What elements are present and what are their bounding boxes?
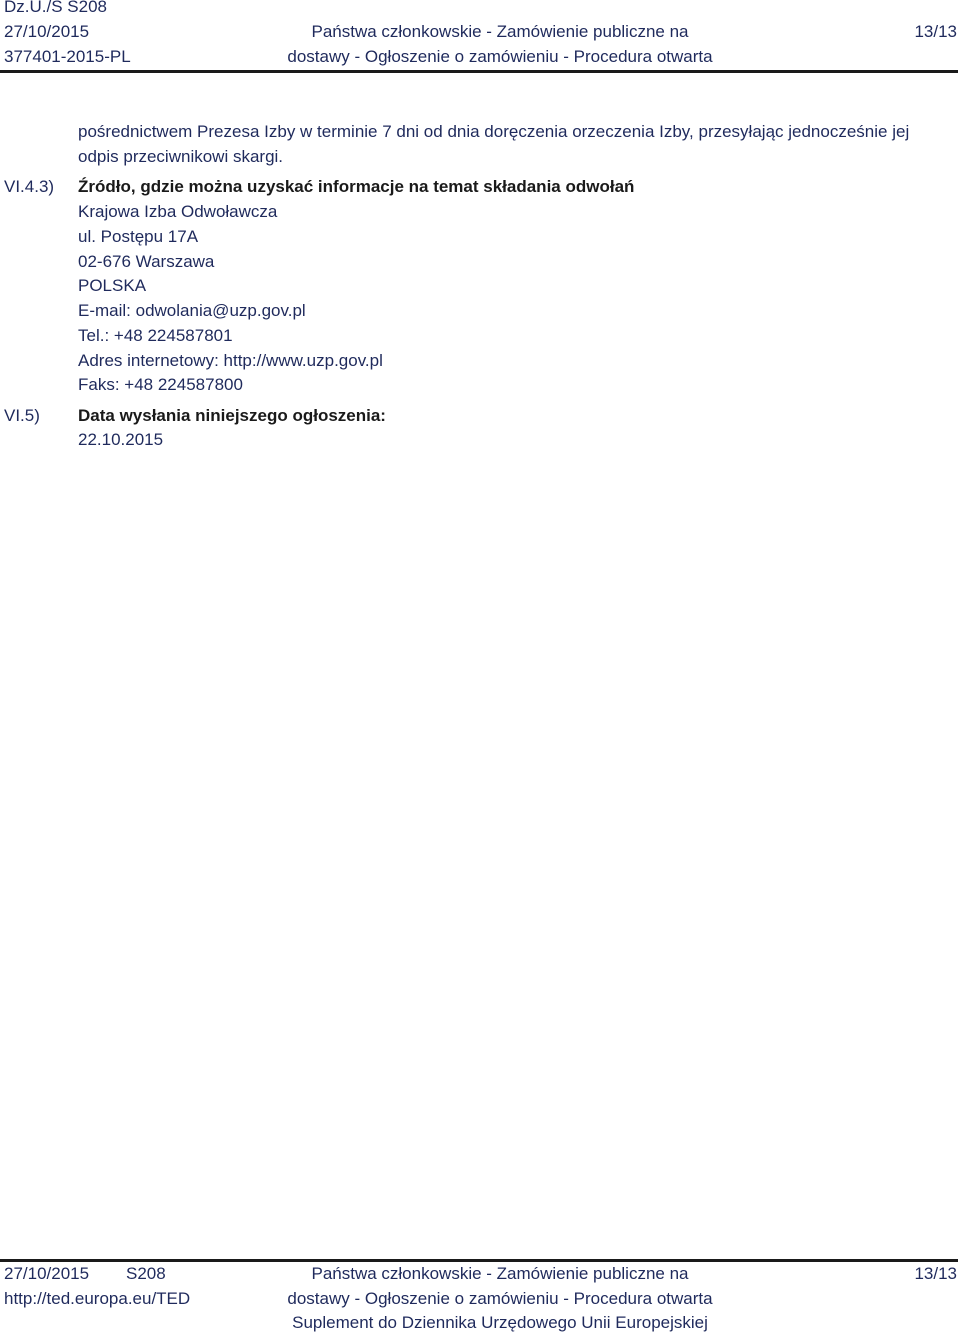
footer-title-line2: dostawy - Ogłoszenie o zamówieniu - Procedura otwarta — [287, 1289, 713, 1308]
org-street: ul. Postępu 17A — [78, 227, 199, 246]
fax-label: Faks: — [78, 375, 125, 394]
footer-supplement: S208 — [126, 1264, 166, 1283]
web-label: Adres internetowy: — [78, 351, 224, 370]
continuation-line1: pośrednictwem Prezesa Izby w terminie 7 dni od dnia doręczenia orzeczenia Izby, przesyłając jednocześnie jej — [78, 122, 910, 141]
email-row — [78, 299, 306, 324]
section-number-vi-4-3: VI.4.3) — [4, 177, 55, 196]
tel-value: +48 224587801 — [113, 326, 233, 345]
org-country: POLSKA — [78, 276, 147, 295]
footer-url[interactable]: http://ted.europa.eu/TED — [4, 1289, 191, 1308]
header-date: 27/10/2015 — [4, 22, 90, 41]
dispatch-date: 22.10.2015 — [78, 430, 164, 449]
email-label: E-mail: — [78, 301, 136, 320]
header-title-line2: dostawy - Ogłoszenie o zamówieniu - Procedura otwarta — [287, 47, 713, 66]
header-page-number: 13/13 — [914, 22, 957, 41]
org-postcode-city: 02-676 Warszawa — [78, 252, 215, 271]
header-notice-id: 377401-2015-PL — [4, 47, 131, 66]
footer-date: 27/10/2015 — [4, 1264, 90, 1283]
footer-page-number: 13/13 — [914, 1264, 957, 1283]
tel-label: Tel.: — [78, 326, 114, 345]
section-heading-dispatch-date: Data wysłania niniejszego ogłoszenia: — [78, 406, 386, 425]
section-heading-review-info: Źródło, gdzie można uzyskać informacje na temat składania odwołań — [78, 177, 635, 196]
continuation-line2: odpis przeciwnikowi skargi. — [78, 147, 284, 166]
footer-rule — [0, 1259, 958, 1262]
footer-title-line1: Państwa członkowskie - Zamówienie publiczne na — [311, 1264, 689, 1283]
email-link[interactable]: odwolania@uzp.gov.pl — [135, 301, 306, 320]
fax-value: +48 224587800 — [124, 375, 243, 394]
tel-row — [78, 324, 233, 349]
header-rule — [0, 70, 958, 73]
header-journal: Dz.U./S S208 — [4, 0, 107, 16]
web-link[interactable]: http://www.uzp.gov.pl — [223, 351, 383, 370]
org-name: Krajowa Izba Odwoławcza — [78, 202, 278, 221]
header-title-line1: Państwa członkowskie - Zamówienie publiczne na — [311, 22, 689, 41]
section-number-vi-5: VI.5) — [4, 406, 40, 425]
web-row — [78, 349, 383, 374]
fax-row — [78, 373, 243, 398]
footer-title-line3: Suplement do Dziennika Urzędowego Unii Europejskiej — [292, 1313, 708, 1332]
